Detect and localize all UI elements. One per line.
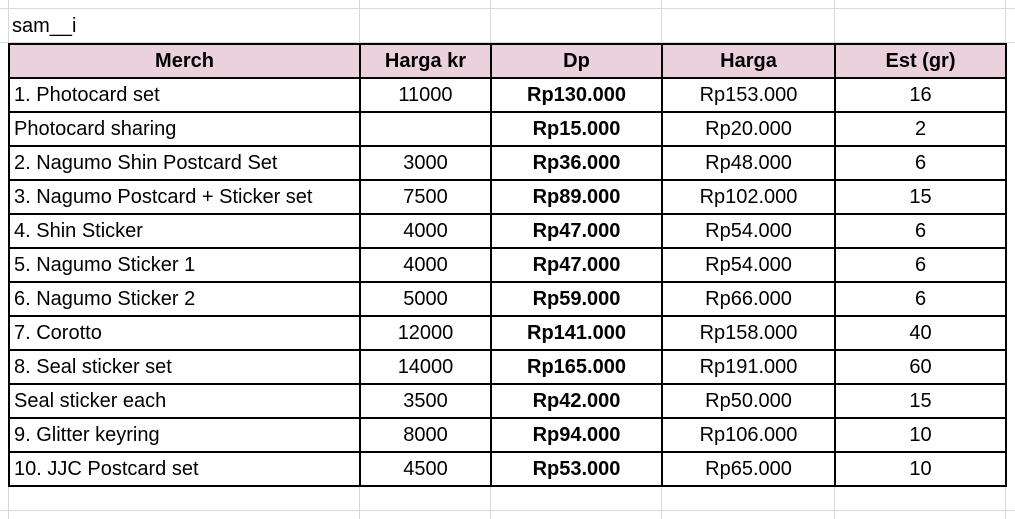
merch-cell[interactable]: 3. Nagumo Postcard + Sticker set	[9, 180, 360, 214]
est-cell[interactable]: 15	[835, 180, 1006, 214]
est-cell[interactable]: 2	[835, 112, 1006, 146]
harga-cell[interactable]: Rp191.000	[662, 350, 835, 384]
table-row	[9, 282, 1006, 316]
harga-kr-cell[interactable]	[360, 112, 491, 146]
title-cell[interactable]: sam__i	[12, 15, 77, 37]
harga-cell[interactable]: Rp50.000	[662, 384, 835, 418]
table-row	[9, 214, 1006, 248]
gridline	[0, 8, 1015, 9]
est-cell[interactable]: 16	[835, 78, 1006, 112]
table-row	[9, 180, 1006, 214]
dp-cell[interactable]: Rp141.000	[491, 316, 662, 350]
dp-cell[interactable]: Rp42.000	[491, 384, 662, 418]
harga-cell[interactable]: Rp65.000	[662, 452, 835, 486]
est-cell[interactable]: 40	[835, 316, 1006, 350]
dp-cell[interactable]: Rp47.000	[491, 214, 662, 248]
harga-cell[interactable]: Rp102.000	[662, 180, 835, 214]
dp-cell[interactable]: Rp59.000	[491, 282, 662, 316]
harga-cell[interactable]: Rp20.000	[662, 112, 835, 146]
harga-cell[interactable]: Rp54.000	[662, 248, 835, 282]
header-est-gr[interactable]: Est (gr)	[835, 44, 1006, 78]
harga-kr-cell[interactable]: 4000	[360, 214, 491, 248]
est-cell[interactable]: 6	[835, 248, 1006, 282]
harga-kr-cell[interactable]: 7500	[360, 180, 491, 214]
merch-cell[interactable]: 1. Photocard set	[9, 78, 360, 112]
est-cell[interactable]: 10	[835, 452, 1006, 486]
header-harga[interactable]: Harga	[662, 44, 835, 78]
merch-cell[interactable]: Photocard sharing	[9, 112, 360, 146]
table-body	[9, 78, 1006, 486]
harga-cell[interactable]: Rp153.000	[662, 78, 835, 112]
est-cell[interactable]: 15	[835, 384, 1006, 418]
dp-cell[interactable]: Rp47.000	[491, 248, 662, 282]
est-cell[interactable]: 6	[835, 282, 1006, 316]
dp-cell[interactable]: Rp130.000	[491, 78, 662, 112]
dp-cell[interactable]: Rp94.000	[491, 418, 662, 452]
header-merch[interactable]: Merch	[9, 44, 360, 78]
merch-cell[interactable]: 10. JJC Postcard set	[9, 452, 360, 486]
merch-cell[interactable]: 9. Glitter keyring	[9, 418, 360, 452]
est-cell[interactable]: 10	[835, 418, 1006, 452]
dp-cell[interactable]: Rp89.000	[491, 180, 662, 214]
harga-cell[interactable]: Rp48.000	[662, 146, 835, 180]
table-row	[9, 452, 1006, 486]
table-row	[9, 350, 1006, 384]
harga-kr-cell[interactable]: 8000	[360, 418, 491, 452]
harga-kr-cell[interactable]: 4000	[360, 248, 491, 282]
merch-cell[interactable]: Seal sticker each	[9, 384, 360, 418]
est-cell[interactable]: 6	[835, 214, 1006, 248]
merch-cell[interactable]: 5. Nagumo Sticker 1	[9, 248, 360, 282]
merch-cell[interactable]: 6. Nagumo Sticker 2	[9, 282, 360, 316]
table-row	[9, 384, 1006, 418]
table-row	[9, 112, 1006, 146]
dp-cell[interactable]: Rp36.000	[491, 146, 662, 180]
dp-cell[interactable]: Rp165.000	[491, 350, 662, 384]
harga-cell[interactable]: Rp66.000	[662, 282, 835, 316]
dp-cell[interactable]: Rp53.000	[491, 452, 662, 486]
harga-cell[interactable]: Rp54.000	[662, 214, 835, 248]
table-row	[9, 316, 1006, 350]
merch-cell[interactable]: 2. Nagumo Shin Postcard Set	[9, 146, 360, 180]
harga-cell[interactable]: Rp158.000	[662, 316, 835, 350]
merch-cell[interactable]: 4. Shin Sticker	[9, 214, 360, 248]
merch-cell[interactable]: 7. Corotto	[9, 316, 360, 350]
est-cell[interactable]: 6	[835, 146, 1006, 180]
harga-kr-cell[interactable]: 14000	[360, 350, 491, 384]
table-row	[9, 146, 1006, 180]
harga-kr-cell[interactable]: 5000	[360, 282, 491, 316]
harga-cell[interactable]: Rp106.000	[662, 418, 835, 452]
header-harga-kr[interactable]: Harga kr	[360, 44, 491, 78]
est-cell[interactable]: 60	[835, 350, 1006, 384]
header-row	[9, 44, 1006, 78]
gridline	[0, 510, 1015, 511]
table-row	[9, 78, 1006, 112]
harga-kr-cell[interactable]: 3500	[360, 384, 491, 418]
harga-kr-cell[interactable]: 4500	[360, 452, 491, 486]
dp-cell[interactable]: Rp15.000	[491, 112, 662, 146]
harga-kr-cell[interactable]: 12000	[360, 316, 491, 350]
table-row	[9, 418, 1006, 452]
merch-table	[8, 43, 1007, 487]
header-dp[interactable]: Dp	[491, 44, 662, 78]
table-row	[9, 248, 1006, 282]
merch-cell[interactable]: 8. Seal sticker set	[9, 350, 360, 384]
harga-kr-cell[interactable]: 11000	[360, 78, 491, 112]
harga-kr-cell[interactable]: 3000	[360, 146, 491, 180]
